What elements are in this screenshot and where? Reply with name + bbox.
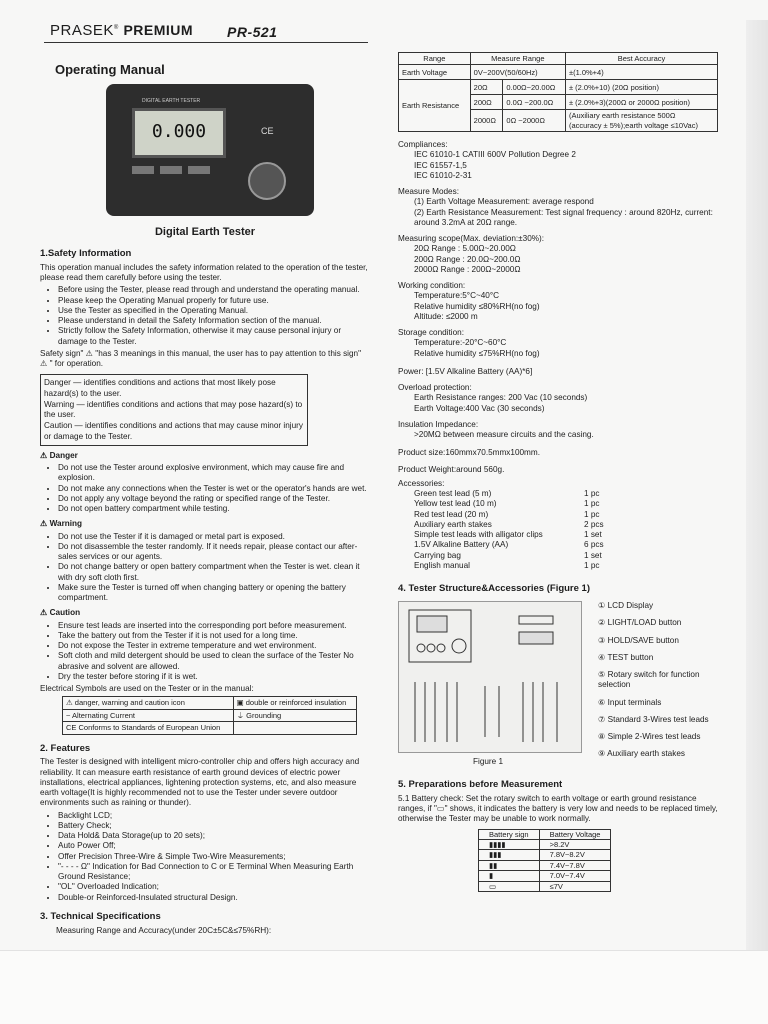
list-item: • Use the Tester as specified in the Operating Manual. [58,306,370,316]
battery-voltage: ≤7V [539,881,611,891]
features-heading: 2. Features [40,742,91,754]
battery-sign: ▮▮▮▮ [479,840,540,850]
list-item: • Battery Check; [58,821,370,831]
spec-line: 200Ω Range : 20.0Ω~200.0Ω [414,254,521,264]
table-header-row [479,829,611,839]
features-intro: The Tester is designed with intelligent micro-controller chip and offers high accuracy and reliability. It can measure earth resistance of earth ground devices of electric power installations, electrical appliances, lightening protection systems, etc, and also measure earth voltage(It is highly recommended not to use the Tester under severe outdoor environments such as raining or thunder). [40,757,360,808]
overload-section [398,383,723,414]
button-row [519,616,553,624]
list-item: • Make sure the Tester is turned off when changing battery or opening the battery compartment. [58,583,370,604]
table-cell: ±(1.0%+4) [565,65,717,80]
table-cell: Earth Resistance [399,80,471,132]
battery-sign: ▮▮ [479,860,540,870]
working-title: Working condition: [398,281,466,291]
next-page-edge [746,20,768,950]
table-cell: 0Ω ~2000Ω [503,110,566,132]
test-leads [415,682,557,742]
size-line: Product size:160mmx70.5mmx100mm. [398,448,540,458]
cell-line: (accuracy ± 5%);earth voltage ≤10Vac) [568,120,698,130]
compliances-section [398,140,723,181]
spec-line: Relative humidity ≤80%RH(no fog) [414,301,540,311]
list-item: • Do not use the Tester if it is damaged or metal part is exposed. [58,532,370,542]
safety-sign-note: Safety sign" ⚠ "has 3 meanings in this manual, the user has to pay attention to this sign" ⚠ " for operation. [40,348,361,369]
battery-table [478,829,611,892]
spec-line: Temperature:-20°C~60°C [414,338,507,348]
legend-item: ⑧ Simple 2-Wires test leads [598,732,701,741]
list-item: • Double-or Reinforced-Insulated structural Design. [58,893,370,903]
warning-title: ⚠ Warning [40,519,83,529]
scope-title: Measuring scope(Max. deviation:±30%): [398,234,545,244]
header-rule [44,42,368,43]
structure-heading: 4. Tester Structure&Accessories (Figure 1) [398,583,591,595]
storage-section [398,328,723,359]
safety-heading: 1.Safety Information [40,248,132,259]
prep-heading: 5. Preparations before Measurement [398,779,563,790]
table-cell: 200Ω [470,95,503,110]
danger-title: ⚠ Danger [40,450,78,460]
model-number: PR-521 [227,24,278,40]
accessory-qty: 1 pc [584,499,600,509]
definition-caution: Caution — identifies conditions and actions that may cause minor injury or damage to the Tester. [44,421,303,441]
spec-line: (2) Earth Resistance Measurement: Test signal frequency : around 820Hz, current: around 3.2mA at 20Ω range. [414,207,713,227]
accessory-qty: 1 set [584,550,602,560]
lcd-detail [519,632,553,644]
accessory-name: Auxiliary earth stakes [414,519,492,529]
compliances-title: Compliances: [398,140,448,150]
caution-list [40,621,370,683]
device-button [132,166,154,174]
list-item: • "- - - - Ω" Indication for Bad Connection to C or E Terminal When Measuring Earth Ground Resistance; [58,862,370,883]
column-header: Measure Range [470,53,565,65]
ce-mark: CE [261,126,274,137]
column-header: Battery Voltage [539,829,611,839]
modes-section [398,187,723,228]
battery-sign: ▭ [479,881,540,891]
premium-label: PREMIUM [123,22,194,38]
figure-1 [398,601,582,753]
legend-item: ② LIGHT/LOAD button [598,618,682,628]
list-item: • Backlight LCD; [58,811,370,821]
figure-area [398,601,723,771]
list-item: • Take the battery out from the Tester if it is not used for a long time. [58,631,370,641]
battery-voltage: 7.0V~7.4V [539,871,611,881]
list-item: • Do not use the Tester around explosive environment, which may cause fire and explosion. [58,463,370,484]
working-section [398,281,723,322]
device-panel-name: DIGITAL EARTH TESTER [142,98,201,105]
features-list [40,811,370,903]
safety-list [40,285,370,347]
legend-item: ⑤ Rotary switch for function selection [598,670,700,690]
terminal [437,644,445,652]
list-item: • Strictly follow the Safety Information, otherwise it may cause personal injury or damage to the Tester. [58,326,370,347]
table-cell: CE Conforms to Standards of European Union [63,722,234,734]
list-item: • Please keep the Operating Manual properly for future use. [58,296,370,306]
column-header: Range [399,53,471,65]
table-row [479,871,611,881]
list-item: • Do not disassemble the tester randomly. If it needs repair, please contact our after-sales services or our agents. [58,542,370,563]
device-image [106,84,316,216]
device-lcd [132,108,226,158]
list-item: • Do not apply any voltage beyond the rating or specified range of the Tester. [58,494,370,504]
legend-item: ⑨ Auxiliary earth stakes [598,749,685,759]
table-row [399,80,718,95]
tech-intro: Measuring Range and Accuracy(under 20C±5C&≤75%RH): [56,925,272,935]
device-button [188,166,210,174]
storage-title: Storage condition: [398,328,464,338]
battery-voltage: >8.2V [539,840,611,850]
battery-sign: ▮▮▮ [479,850,540,860]
table-header-row [399,53,718,65]
accessory-name: Yellow test lead (10 m) [414,499,497,509]
weight-line: Product Weight:around 560g. [398,464,505,474]
column-header: Best Accuracy [565,53,717,65]
list-item: • Auto Power Off; [58,841,370,851]
table-row [479,850,611,860]
spec-line: IEC 61010-1 CATIII 600V Pollution Degree 2 [414,150,576,160]
table-cell: ⏚ Grounding [233,709,356,721]
table-cell [233,722,356,734]
table-cell: ~ Alternating Current [63,709,234,721]
table-row [63,722,357,734]
battery-voltage: 7.4V~7.8V [539,860,611,870]
list-item: • Do not change battery or open battery compartment when the Tester is wet. clean it with dry soft cloth first. [58,562,370,583]
list-item: • Dry the tester before storing if it is wet. [58,672,370,682]
overload-title: Overload protection: [398,383,472,393]
table-cell: 2000Ω [470,110,503,132]
figure-caption: Figure 1 [473,757,504,766]
legend-item: ⑥ Input terminals [598,697,662,707]
accessory-name: 1.5V Alkaline Battery (AA) [414,540,509,550]
accessories-list [398,489,723,571]
tester-lcd [417,616,447,632]
warning-list [40,532,370,604]
table-row [63,709,357,721]
accessory-qty: 1 set [584,530,602,540]
symbols-intro: Electrical Symbols are used on the Tester or in the manual: [40,684,254,694]
left-column [40,56,370,938]
table-row [479,840,611,850]
lcd-reading: 0.000 [151,121,207,143]
accessory-name: Green test lead (5 m) [414,489,492,499]
legend-item: ④ TEST button [598,652,654,662]
definitions-box [40,374,308,446]
table-cell [565,110,717,132]
modes-title: Measure Modes: [398,187,459,197]
list-item: • Offer Precision Three-Wire & Simple Two-Wire Measurements; [58,852,370,862]
definition-danger: Danger — identifies conditions and actions that most likely pose hazard(s) to the user. [44,378,276,398]
spec-table [398,52,718,132]
spec-line: IEC 61010-2-31 [414,170,472,180]
manual-title: Operating Manual [55,62,165,77]
brand-name: PRASEK [50,22,114,39]
battery-sign: ▮ [479,871,540,881]
table-cell: ⚠ danger, warning and caution icon [63,697,234,709]
legend-item: ① LCD Display [598,601,654,610]
accessory-name: English manual [414,560,470,570]
accessories-title: Accessories: [398,478,445,488]
table-row [63,697,357,709]
table-cell: Earth Voltage [399,65,471,80]
structure-legend [598,601,723,767]
list-item: • Do not expose the Tester in extreme temperature and wet environment. [58,641,370,651]
caution-title: ⚠ Caution [40,608,81,618]
battery-voltage: 7.8V~8.2V [539,850,611,860]
accessory-name: Simple test leads with alligator clips [414,530,543,540]
cell-line: (Auxiliary earth resistance 500Ω [568,111,676,121]
table-cell: 0.00Ω~20.00Ω [503,80,566,95]
insulation-title: Insulation Impedance: [398,419,479,429]
spec-line: Altitude: ≤2000 m [414,311,478,321]
accessories-drawing [399,602,581,752]
spec-line: 20Ω Range : 5.00Ω~20.00Ω [414,244,516,254]
list-item: • Soft cloth and mild detergent should be used to clean the surface of the Tester No abrasive and solvent are allowed. [58,651,370,672]
device-label: Digital Earth Tester [154,226,256,239]
column-header: Battery sign [479,829,540,839]
accessory-name: Carrying bag [414,550,461,560]
spec-line: Earth Voltage:400 Vac (30 seconds) [414,403,545,413]
legend-item: ⑦ Standard 3-Wires test leads [598,714,709,724]
list-item: • Do not open battery compartment while testing. [58,504,370,514]
table-cell: ± (2.0%+10) (20Ω position) [565,80,717,95]
definition-warning: Warning — identifies conditions and actions that may pose hazard(s) to the user. [44,399,303,420]
table-row [399,65,718,80]
rotary-switch [452,639,466,653]
device-button [160,166,182,174]
list-item: • Data Hold& Data Storage(up to 20 sets); [58,831,370,841]
rotary-knob [248,162,286,200]
accessory-qty: 1 pc [584,560,600,570]
right-column [398,52,723,892]
legend-item: ③ HOLD/SAVE button [598,635,679,645]
accessory-qty: 6 pcs [584,540,604,550]
insulation-section [398,420,723,441]
accessory-qty: 1 pc [584,509,600,519]
list-item: • Before using the Tester, please read through and understand the operating manual. [58,285,370,295]
spec-line: Temperature:5°C~40°C [414,291,500,301]
accessory-qty: 2 pcs [584,519,604,529]
list-item: • Please understand in detail the Safety Information section of the manual. [58,316,370,326]
safety-intro: This operation manual includes the safety information related to the operation of the tester, please read them carefully before using the tester. [40,262,368,283]
tech-heading: 3. Technical Specifications [40,910,161,922]
prep-text: 5.1 Battery check: Set the rotary switch to earth voltage or earth ground resistance ranges, if "▭" shows, it indicates the battery is very low and needs to be replaced timely, otherwise the Tester may be unable to work normally. [398,793,718,824]
terminal [427,644,435,652]
danger-list [40,463,370,514]
list-item: • Do not make any connections when the Tester is wet or the operator's hands are wet. [58,484,370,494]
table-cell: 20Ω [470,80,503,95]
scope-section [398,234,723,275]
list-item: • Ensure test leads are inserted into the corresponding port before measurement. [58,621,370,631]
table-cell: ▣ double or reinforced insulation [233,697,356,709]
power-line: Power: [1.5V Alkaline Battery (AA)*6] [398,366,533,376]
table-cell: ± (2.0%+3)(200Ω or 2000Ω position) [565,95,717,110]
list-item: • "OL" Overloaded Indication; [58,882,370,892]
symbols-table [62,696,357,734]
spec-line: 2000Ω Range : 200Ω~2000Ω [414,264,521,274]
header: PRASEK® PREMIUM PR-521 [50,22,278,40]
terminal [417,644,425,652]
accessory-name: Red test lead (20 m) [414,509,489,519]
table-cell: 0V~200V(50/60Hz) [470,65,565,80]
spec-line: IEC 61557-1,5 [414,160,467,170]
accessory-qty: 1 pc [584,489,600,499]
spec-line: >20MΩ between measure circuits and the casing. [414,430,594,440]
table-cell: 0.0Ω ~200.0Ω [503,95,566,110]
spec-line: Relative humidity ≤75%RH(no fog) [414,348,540,358]
spec-line: (1) Earth Voltage Measurement: average respond [414,197,594,207]
spec-line: Earth Resistance ranges: 200 Vac (10 seconds) [414,393,588,403]
table-row [479,860,611,870]
table-row [479,881,611,891]
